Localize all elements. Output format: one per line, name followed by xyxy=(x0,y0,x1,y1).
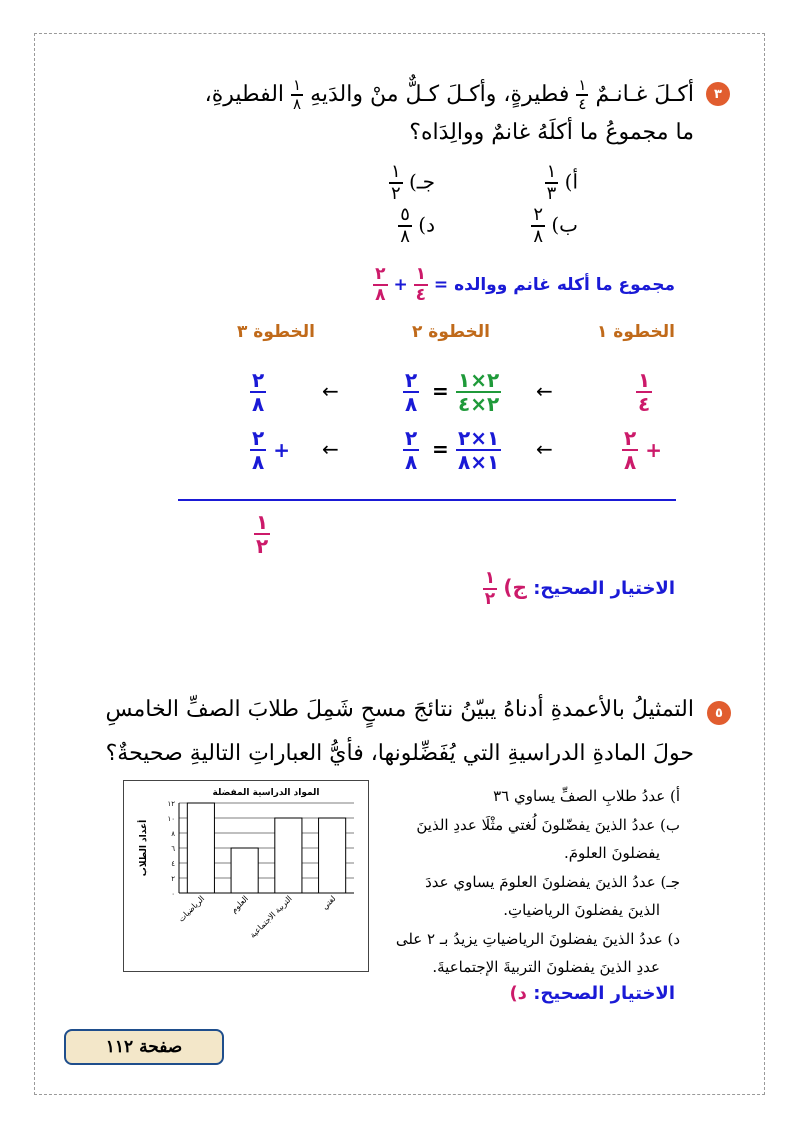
q3-option-c: جـ) $\frac{١}{٢}$ xyxy=(390,161,435,204)
q3-answer-label: الاختيار الصحيح: xyxy=(533,578,675,599)
q5-answer-label: الاختيار الصحيح: xyxy=(533,983,675,1004)
bar xyxy=(275,818,302,893)
row1-arrow-2: ← xyxy=(322,379,339,403)
q5-option-b-cont: يفضلونَ العلومَ. xyxy=(563,844,660,862)
y-tick-label: ٤ xyxy=(171,860,175,868)
step-3-header: الخطوة ٣ xyxy=(236,322,315,342)
x-category-label: لغتي xyxy=(320,894,338,912)
row1-step2-multiplied: $\frac{٢\times ١}{٢\times ٤}$ xyxy=(458,368,500,416)
question-3-line-1 xyxy=(205,78,694,112)
row1-equals: = xyxy=(432,379,449,403)
row1-step1-fraction: $\frac{١}{٤}$ xyxy=(638,368,651,416)
question-3-line-2: ما مجموعُ ما أكلَهُ غانمٌ ووالِدَاه؟ xyxy=(409,120,694,145)
page-number-box xyxy=(64,1029,224,1065)
y-axis-label: أعداد الطلاب xyxy=(139,819,149,877)
x-category-label: الرياضيات xyxy=(176,894,207,924)
q5-option-d-cont: عددِ الذينَ يفضلونَ التربيةَ الإجتماعيةَ. xyxy=(432,958,660,976)
x-category-label: العلوم xyxy=(229,894,251,915)
y-tick-label: ١٠ xyxy=(167,815,175,823)
q3-option-a: أ) $\frac{١}{٣}$ xyxy=(546,161,578,204)
chart-frame xyxy=(123,780,369,972)
bar xyxy=(231,848,258,893)
x-category-label: التربية الاجتماعية xyxy=(248,894,294,940)
question-3-number-badge xyxy=(706,82,730,106)
q3-option-b: ب) $\frac{٢}{٨}$ xyxy=(533,204,578,247)
row1-arrow-1: ← xyxy=(536,379,553,403)
row2-step2-result: $\frac{٢}{٨}$ xyxy=(405,426,418,474)
question-5-line-2: حولَ المادةِ الدراسيةِ التي يُفَضِّلونها، فأيُّ العباراتِ التاليةِ صحيحةٌ؟ xyxy=(105,741,694,766)
row1-step2-result: $\frac{٢}{٨}$ xyxy=(405,368,418,416)
q5-option-d: د) عددُ الذينَ يفضلونَ الرياضياتِ يزيدُ بـ ٢ على xyxy=(395,929,680,948)
sum-result-fraction: $\frac{١}{٢}$ xyxy=(256,510,269,558)
step-1-header: الخطوة ١ xyxy=(596,322,675,342)
q3-text-a: أكـلَ غـانـمٌ xyxy=(595,82,694,107)
y-tick-label: ٨ xyxy=(171,830,175,838)
row2-step1-fraction: $\frac{٢}{٨}$ + xyxy=(624,426,662,474)
q3-text-b: فطيرةٍ، وأكـلَ كـلٌّ منْ والدَيهِ xyxy=(310,82,570,107)
row2-step2-multiplied: $\frac{١\times ٢}{١\times ٨}$ xyxy=(458,426,500,474)
q3-sum-equation: مجموع ما أكله غانم ووالده = $\frac{١}{٤}$ + $\frac{٢}{٨}$ xyxy=(375,264,675,305)
q3-fraction-eighth: $\frac{١}{٨}$ xyxy=(293,76,302,113)
row1-step3-fraction: $\frac{٢}{٨}$ xyxy=(252,368,265,416)
y-tick-label: ٢ xyxy=(171,875,175,883)
q5-option-c: جـ) عددُ الذينَ يفضلونَ العلومَ يساوي عددَ xyxy=(425,872,680,891)
q5-option-a: أ) عددُ طلابِ الصفِّ يساوي ٣٦ xyxy=(493,787,680,805)
bar xyxy=(187,803,214,893)
q5-answer-letter: د) xyxy=(509,983,527,1004)
row2-step3-fraction: $\frac{٢}{٨}$ + xyxy=(252,426,290,474)
sum-divider-line xyxy=(178,499,676,501)
y-tick-label: ٦ xyxy=(171,845,175,853)
chart-title: المواد الدراسية المفضلة xyxy=(212,788,320,798)
row2-equals: = xyxy=(432,437,449,461)
question-3-number: ٣ xyxy=(714,86,722,102)
q5-option-b: ب) عددُ الذينَ يفضّلونَ لُغتي مثْلَا عددِ الذينَ xyxy=(416,815,680,834)
question-5-number: ٥ xyxy=(715,705,723,721)
bar-chart xyxy=(124,781,368,971)
y-tick-label: ١٢ xyxy=(167,800,175,808)
bar xyxy=(319,818,346,893)
q3-option-d: د) $\frac{٥}{٨}$ xyxy=(400,204,435,247)
step-2-header: الخطوة ٢ xyxy=(411,322,490,342)
q3-fraction-quarter: $\frac{١}{٤}$ xyxy=(578,76,587,113)
q3-sum-label: مجموع ما أكله غانم ووالده = xyxy=(433,275,675,295)
q3-answer: الاختيار الصحيح: ج) $\frac{١}{٢}$ xyxy=(484,568,675,609)
q3-answer-letter: ج) xyxy=(503,575,527,599)
y-tick-label: ٠ xyxy=(171,890,175,898)
q3-text-c: الفطيرةِ، xyxy=(204,82,285,107)
q5-options xyxy=(360,782,680,982)
row2-arrow-1: ← xyxy=(536,437,553,461)
question-5-line-1: التمثيلُ بالأعمدةِ أدناهُ يبيّنُ نتائجَ مسحٍ شَمِلَ طلابَ الصفِّ الخامسِ xyxy=(105,697,694,722)
page-number-label: صفحة ١١٢ xyxy=(105,1037,183,1057)
row2-arrow-2: ← xyxy=(322,437,339,461)
q5-option-c-cont: الذينَ يفضلونَ الرياضياتِ. xyxy=(503,901,660,919)
q5-answer xyxy=(509,983,675,1004)
question-5-number-badge xyxy=(707,701,731,725)
